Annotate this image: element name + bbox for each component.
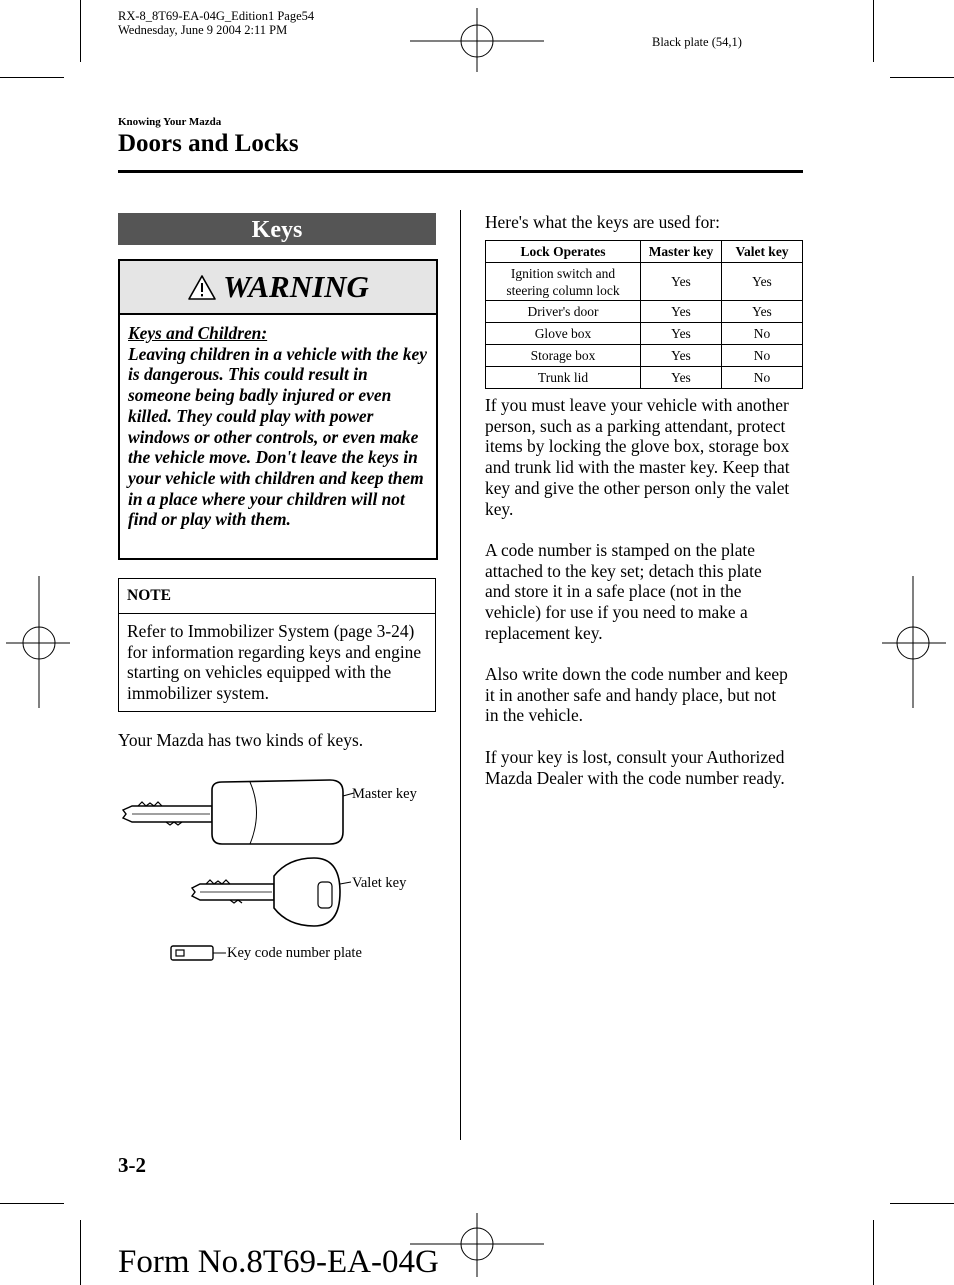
black-plate-label: Black plate (54,1) (652, 35, 742, 49)
paragraph-lost-key: If your key is lost, consult your Authorized Mazda Dealer with the code number ready. (485, 747, 785, 788)
keys-heading: Keys (118, 213, 436, 245)
warning-subtitle: Keys and Children: (128, 323, 268, 343)
col-lock-operates: Lock Operates (486, 241, 641, 263)
row-master: Yes (641, 367, 722, 389)
col-master-key: Master key (641, 241, 722, 263)
row-valet: No (722, 367, 803, 389)
row-valet: No (722, 323, 803, 345)
warning-triangle-icon (187, 274, 217, 301)
master-key-icon (123, 780, 343, 844)
row-master: Yes (641, 345, 722, 367)
column-divider (460, 210, 461, 1140)
print-job-name: RX-8_8T69-EA-04G_Edition1 Page54 (118, 9, 315, 23)
table-header-row (486, 241, 803, 263)
table-row (486, 345, 803, 367)
row-master: Yes (641, 301, 722, 323)
row-valet: Yes (722, 263, 803, 301)
registration-mark-top-icon (410, 8, 544, 72)
row-lock: Ignition switch and steering column lock (486, 263, 641, 301)
intro-text: Your Mazda has two kinds of keys. (118, 730, 364, 750)
table-row (486, 367, 803, 389)
col-valet-key: Valet key (722, 241, 803, 263)
note-box (118, 578, 436, 712)
row-lock: Driver's door (486, 301, 641, 323)
table-row (486, 323, 803, 345)
key-usage-table (485, 240, 803, 389)
warning-box (118, 259, 438, 560)
row-lock: Trunk lid (486, 367, 641, 389)
warning-title: WARNING (223, 269, 369, 304)
section-label: Knowing Your Mazda (118, 116, 222, 128)
row-valet: Yes (722, 301, 803, 323)
note-text: Refer to Immobilizer System (page 3-24) for information regarding keys and engine starting on vehicles equipped with the immobilizer system. (127, 621, 422, 704)
table-intro: Here's what the keys are used for: (485, 212, 720, 232)
table-row (486, 301, 803, 323)
key-code-plate-icon (171, 946, 213, 960)
row-master: Yes (641, 263, 722, 301)
valet-key-icon (192, 858, 340, 926)
chapter-title: Doors and Locks (118, 130, 299, 157)
paragraph-code-plate: A code number is stamped on the plate attached to the key set; detach this plate and store it in a safe place (not in the vehicle) for use if you need to make a replacement key. (485, 540, 762, 643)
paragraph-valet-usage: If you must leave your vehicle with another person, such as a parking attendant, protect items by locking the glove box, storage box and trunk lid with the master key. Keep that key and give the other person only the valet key. (485, 395, 790, 519)
row-lock: Storage box (486, 345, 641, 367)
row-master: Yes (641, 323, 722, 345)
master-key-label: Master key (352, 786, 417, 802)
registration-mark-left-icon (6, 576, 70, 708)
print-timestamp: Wednesday, June 9 2004 2:11 PM (118, 23, 288, 37)
chapter-rule (118, 170, 803, 173)
key-code-plate-label: Key code number plate (227, 945, 362, 961)
table-row (486, 263, 803, 301)
page-number: 3-2 (118, 1153, 146, 1177)
valet-key-label: Valet key (352, 875, 407, 891)
note-title: NOTE (119, 579, 435, 614)
warning-text: Leaving children in a vehicle with the key is dangerous. This could result in someone being badly injured or even killed. They could play with power windows or other controls, or even make the vehicle move. Don't leave the keys in your vehicle with children and keep them in a place where your children will not find or play with them. (128, 343, 427, 530)
row-lock: Glove box (486, 323, 641, 345)
warning-header (120, 261, 436, 315)
paragraph-write-code: Also write down the code number and keep it in another safe and handy place, but not in the vehicle. (485, 664, 788, 726)
registration-mark-right-icon (882, 576, 946, 708)
form-number: Form No.8T69-EA-04G (118, 1244, 439, 1280)
row-valet: No (722, 345, 803, 367)
